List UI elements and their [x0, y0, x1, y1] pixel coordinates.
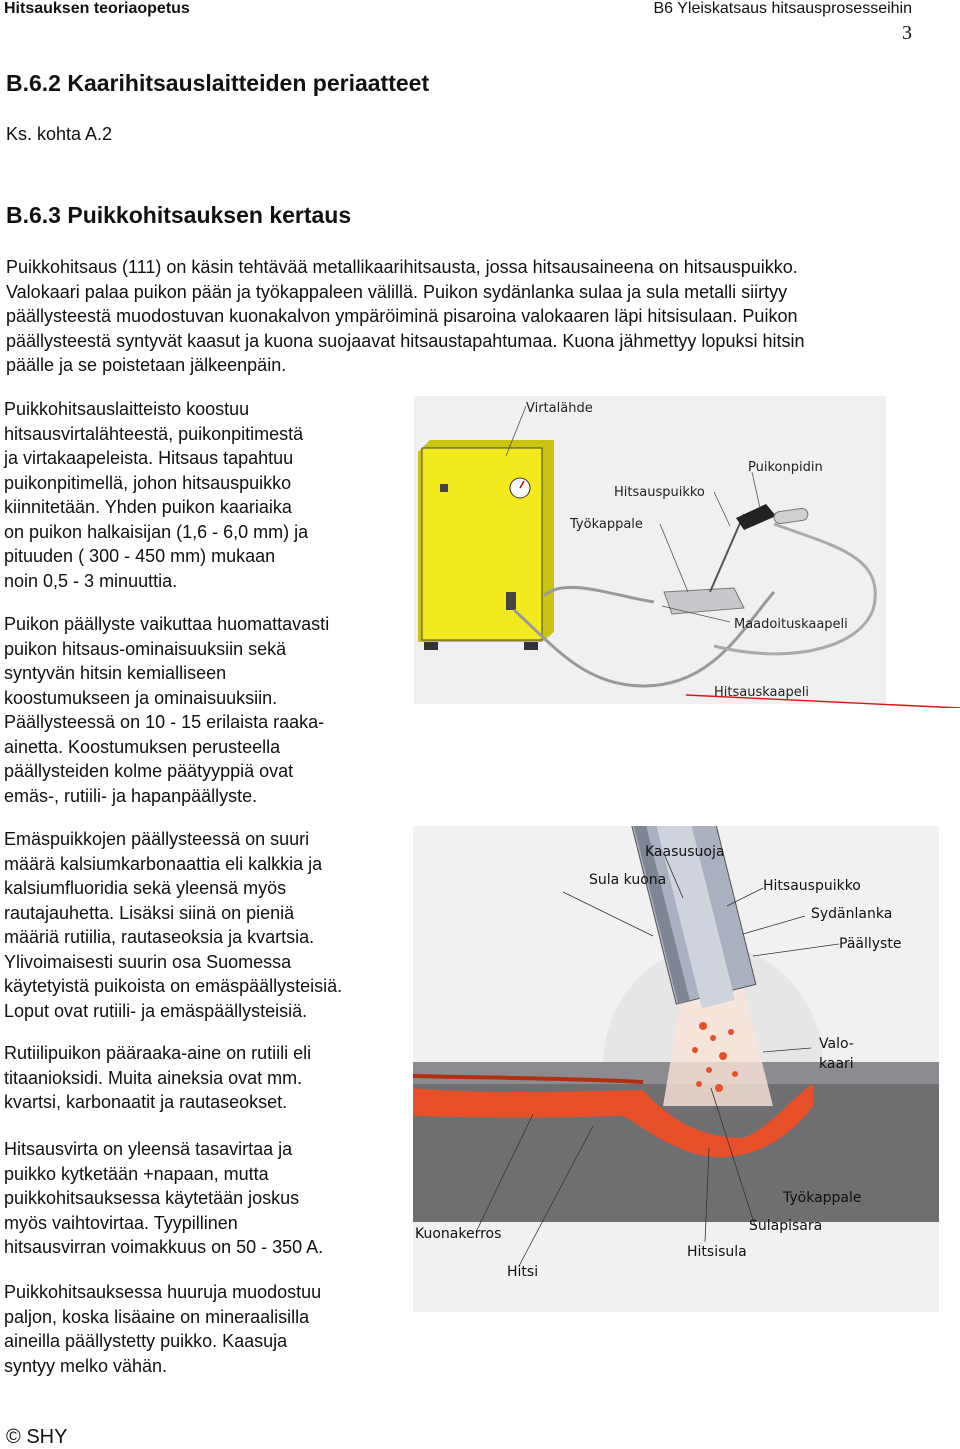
text-line: on puikon halkaisijan (1,6 - 6,0 mm) ja	[4, 521, 309, 542]
text-line: päälle ja se poistetaan jälkeenpäin.	[6, 355, 287, 375]
label-core-wire: Sydänlanka	[811, 906, 893, 922]
text-line: Puikkohitsaus (111) on käsin tehtävää metallikaarihitsausta, jossa hitsausaineena on hitsauspuikko.	[6, 257, 798, 277]
text-line: noin 0,5 - 3 minuuttia.	[4, 570, 178, 591]
text-line: Emäspuikkojen päällysteessä on suuri	[4, 829, 310, 849]
text-line: Puikon päällyste vaikuttaa huomattavasti	[4, 614, 330, 634]
header-left: Hitsauksen teoriaopetus	[4, 0, 190, 17]
text-line: kiinnitetään. Yhden puikon kaariaika	[4, 497, 292, 517]
text-line: syntyvän hitsin kemialliseen	[4, 663, 227, 683]
welding-process-figure	[413, 826, 939, 1312]
copyright-icon: ©	[6, 1426, 21, 1448]
power-source-body	[422, 448, 542, 640]
section-title-b62: B.6.2 Kaarihitsauslaitteiden periaatteet	[6, 70, 430, 96]
text-line: puikkohitsauksessa käytetään joskus	[4, 1188, 300, 1208]
text-line: päällysteiden kolme päätyyppiä ovat	[4, 761, 294, 781]
text-line: koostumukseen ja ominaisuuksiin.	[4, 687, 278, 708]
text-line: kalsiumfluoridia sekä yleensä myös	[4, 878, 287, 898]
text-line: syntyy melko vähän.	[4, 1355, 168, 1376]
equipment-paragraph	[4, 397, 404, 593]
text-line: Puikkohitsauksessa huuruja muodostuu	[4, 1282, 322, 1302]
footer-text: SHY	[26, 1426, 68, 1448]
label-weld-pool: Hitsisula	[687, 1244, 747, 1260]
footer	[6, 1426, 67, 1449]
text-line: kvartsi, karbonaatit ja rautaseokset.	[4, 1092, 288, 1112]
text-line: Loput ovat rutiili- ja emäspäällysteisiä.	[4, 1000, 308, 1021]
machine-foot	[424, 642, 438, 650]
text-line: ainetta. Koostumuksen perusteella	[4, 736, 281, 757]
text-line: emäs-, rutiili- ja hapanpäällyste.	[4, 785, 258, 806]
text-line: päällysteestä muodostuvan kuonakalvon ympäröiminä pisaroina valokaaren läpi hitsisulaan. Puikon	[6, 306, 798, 326]
basic-electrode-paragraph	[4, 827, 404, 1023]
intro-paragraph	[6, 255, 956, 378]
text-line: Puikkohitsauslaitteisto koostuu	[4, 399, 250, 419]
section-ref: Ks. kohta A.2	[6, 124, 113, 144]
machine-foot	[524, 642, 538, 650]
page-number: 3	[902, 22, 912, 44]
label-slag-layer: Kuonakerros	[415, 1226, 502, 1242]
label-electrode: Hitsauspuikko	[614, 485, 705, 500]
label-droplet: Sulapisara	[749, 1218, 823, 1234]
text-line: hitsausvirran voimakkuus on 50 - 350 A.	[4, 1237, 324, 1257]
text-line: pituuden ( 300 - 450 mm) mukaan	[4, 546, 276, 566]
text-line: myös vaihtovirtaa. Tyypillinen	[4, 1212, 238, 1233]
current-paragraph	[4, 1137, 404, 1260]
text-line: hitsausvirtalähteestä, puikonpitimestä	[4, 423, 304, 444]
label-electrode: Hitsauspuikko	[763, 878, 861, 894]
label-workpiece: Työkappale	[783, 1190, 862, 1206]
text-line: päällysteestä syntyvät kaasut ja kuona suojaavat hitsaustapahtumaa. Kuona jähmettyy lopuksi hitsin	[6, 330, 805, 351]
rutile-paragraph	[4, 1041, 404, 1115]
cable-connector	[506, 592, 516, 610]
text-line: käytetyistä puikoista on emäspäällysteisiä.	[4, 976, 343, 996]
text-line: Hitsausvirta on yleensä tasavirtaa ja	[4, 1139, 293, 1159]
text-line: puikonpitimellä, johon hitsauspuikko	[4, 472, 292, 493]
text-line: rautajauhetta. Lisäksi siinä on pieniä	[4, 902, 295, 923]
label-molten-slag: Sula kuona	[589, 872, 667, 888]
text-line: määriä rutiilia, rautaseoksia ja kvartsia.	[4, 927, 315, 947]
label-power-source: Virtalähde	[526, 401, 593, 416]
header-right: B6 Yleiskatsaus hitsausprosesseihin	[653, 0, 912, 17]
label-workpiece: Työkappale	[570, 517, 643, 532]
text-line: puikko kytketään +napaan, mutta	[4, 1163, 269, 1184]
label-arc-2: kaari	[819, 1056, 854, 1072]
text-line: Ylivoimaisesti suurin osa Suomessa	[4, 951, 292, 972]
text-line: ja virtakaapeleista. Hitsaus tapahtuu	[4, 448, 294, 468]
text-line: määrä kalsiumkarbonaattia eli kalkkia ja	[4, 853, 323, 874]
text-line: Valokaari palaa puikon pään ja työkappaleen välillä. Puikon sydänlanka sulaa ja sula metalli siirtyy	[6, 281, 788, 302]
coating-paragraph	[4, 612, 404, 808]
text-line: titaanioksidi. Muita aineksia ovat mm.	[4, 1067, 303, 1088]
machine-knob	[440, 484, 448, 492]
text-line: Rutiilipuikon pääraaka-aine on rutiili eli	[4, 1043, 312, 1063]
section-title-b63: B.6.3 Puikkohitsauksen kertaus	[6, 202, 352, 228]
label-electrode-holder: Puikonpidin	[748, 460, 823, 475]
label-shield-gas: Kaasusuoja	[645, 844, 725, 860]
label-weld: Hitsi	[507, 1264, 539, 1280]
text-line: puikon hitsaus-ominaisuuksiin sekä	[4, 638, 287, 659]
text-line: paljon, koska lisäaine on mineraalisilla	[4, 1306, 310, 1327]
label-weld-cable: Hitsauskaapeli	[714, 685, 809, 700]
fumes-paragraph	[4, 1280, 404, 1378]
label-coating: Päällyste	[839, 936, 902, 952]
text-line: Päällysteessä on 10 - 15 erilaista raaka-	[4, 712, 325, 732]
welding-equipment-figure	[414, 396, 960, 708]
text-line: aineilla päällystetty puikko. Kaasuja	[4, 1331, 288, 1351]
label-arc-1: Valo-	[819, 1036, 854, 1052]
label-ground-cable: Maadoituskaapeli	[734, 617, 848, 632]
